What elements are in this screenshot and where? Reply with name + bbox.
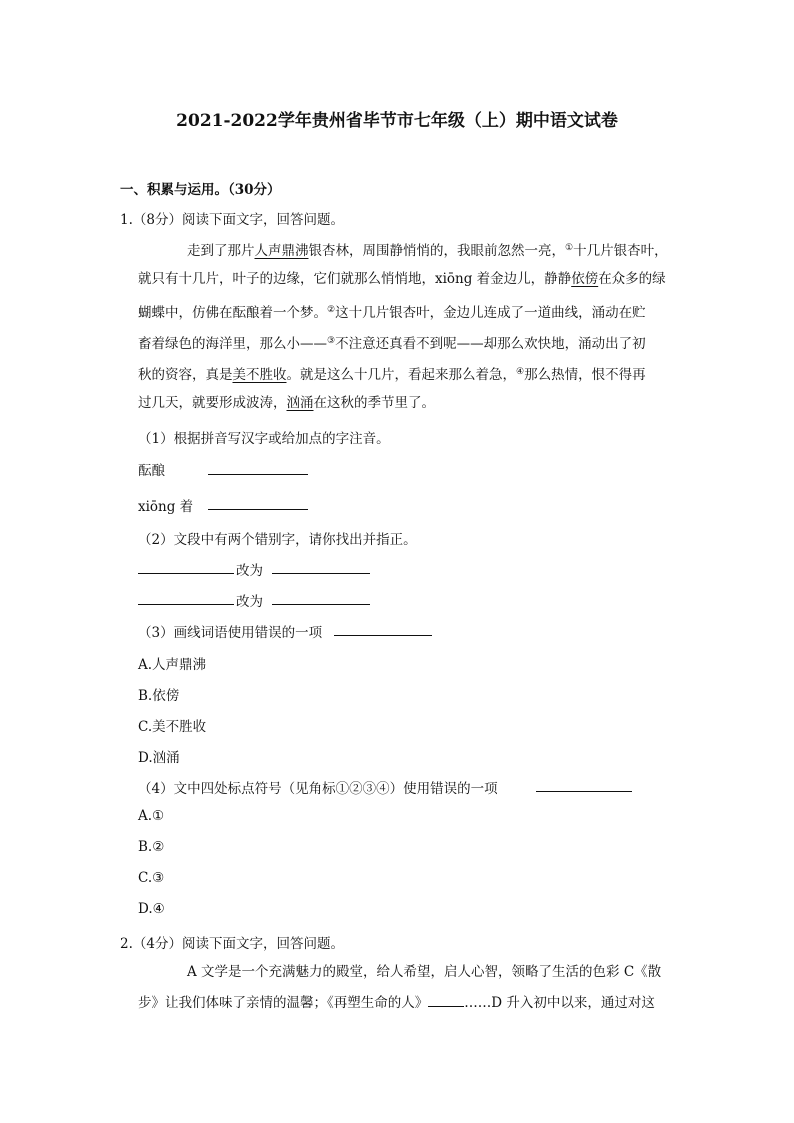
page-title: 2021-2022学年贵州省毕节市七年级（上）期中语文试卷 — [176, 111, 618, 131]
text: 步》让我们体味了亲情的温馨；《再塑生命的人》 — [138, 995, 429, 1011]
sub-question-4: （4）文中四处标点符号（见角标①②③④）使用错误的一项 — [138, 781, 498, 797]
answer-blank[interactable] — [272, 573, 370, 574]
text: 这十几片银杏叶，金边儿连成了一道曲线，涌动在贮 — [335, 305, 646, 321]
underlined-phrase: 汹涌 — [286, 395, 314, 411]
answer-blank[interactable] — [138, 604, 234, 605]
question-1-stem: 1.（8分）阅读下面文字，回答问题。 — [120, 212, 344, 228]
underlined-phrase: 人声鼎沸 — [254, 243, 309, 259]
change-to-label: 改为 — [236, 563, 263, 579]
underlined-phrase: 依傍 — [571, 271, 599, 287]
text: 畜着绿色的海洋里，那么小—— — [138, 336, 327, 352]
passage-line — [138, 388, 435, 419]
text: ……D 升入初中以来，通过对这 — [464, 995, 655, 1011]
text: 十几片银杏叶， — [573, 243, 668, 259]
text: 就只有十几片，叶子的边缘，它们就那么悄悄地，xiōng 着金边儿，静静 — [138, 271, 572, 287]
option-a[interactable]: A.人声鼎沸 — [138, 657, 207, 673]
passage-line — [138, 357, 646, 391]
marker-1: ① — [565, 243, 574, 253]
question-2-stem: 2.（4分）阅读下面文字，回答问题。 — [120, 936, 344, 952]
passage-line: A 文学是一个充满魅力的殿堂，给人希望，启人心智，领略了生活的色彩 C《散 — [187, 964, 662, 980]
option-c[interactable]: C.③ — [138, 870, 165, 886]
text: 秋的资容，真是 — [138, 367, 233, 383]
marker-4: ④ — [516, 367, 525, 377]
text: 在众多的绿 — [598, 271, 666, 287]
sub-question-1: （1）根据拼音写汉字或给加点的字注音。 — [138, 431, 390, 447]
change-to-label: 改为 — [236, 594, 263, 610]
option-b[interactable]: B.② — [138, 839, 165, 855]
passage-line — [187, 233, 668, 267]
option-d[interactable]: D.④ — [138, 901, 165, 917]
text: 那么热情，恨不得再 — [524, 367, 646, 383]
option-c[interactable]: C.美不胜收 — [138, 719, 207, 735]
sub-question-2: （2）文段中有两个错别字，请你找出并指正。 — [138, 532, 417, 548]
text: 蝴蝶中，仿佛在酝酿着一个梦。 — [138, 305, 327, 321]
answer-blank[interactable] — [208, 474, 308, 475]
word-item-2: xiōng 着 — [138, 499, 194, 515]
text: 。就是这么十几片，看起来那么着急， — [286, 367, 516, 383]
answer-blank[interactable] — [272, 604, 370, 605]
answer-blank[interactable] — [536, 791, 632, 792]
sub-question-3: （3）画线词语使用错误的一项 — [138, 625, 323, 641]
underlined-phrase: 美不胜收 — [232, 367, 287, 383]
text: 银杏林，周围静悄悄的，我眼前忽然一亮， — [308, 243, 565, 259]
option-b[interactable]: B.依傍 — [138, 688, 180, 704]
option-d[interactable]: D.汹涌 — [138, 750, 180, 766]
text: 不注意还真看不到呢——却那么欢快地，涌动出了初 — [335, 336, 646, 352]
passage-line — [138, 264, 666, 295]
answer-blank[interactable] — [208, 509, 308, 510]
passage-line — [138, 295, 646, 329]
answer-blank[interactable] — [138, 573, 234, 574]
option-a[interactable]: A.① — [138, 808, 165, 824]
marker-3: ③ — [327, 336, 336, 346]
section-heading: 一、积累与运用。（30分） — [120, 182, 281, 198]
passage-line — [138, 326, 646, 360]
answer-blank[interactable] — [334, 635, 432, 636]
text: 过几天，就要形成波涛， — [138, 395, 287, 411]
answer-blank[interactable] — [428, 992, 464, 1007]
word-item-1: 酝酿 — [138, 463, 165, 479]
text: 走到了那片 — [187, 243, 255, 259]
passage-line — [138, 988, 655, 1019]
marker-2: ② — [327, 305, 336, 315]
text: 在这秋的季节里了。 — [313, 395, 435, 411]
